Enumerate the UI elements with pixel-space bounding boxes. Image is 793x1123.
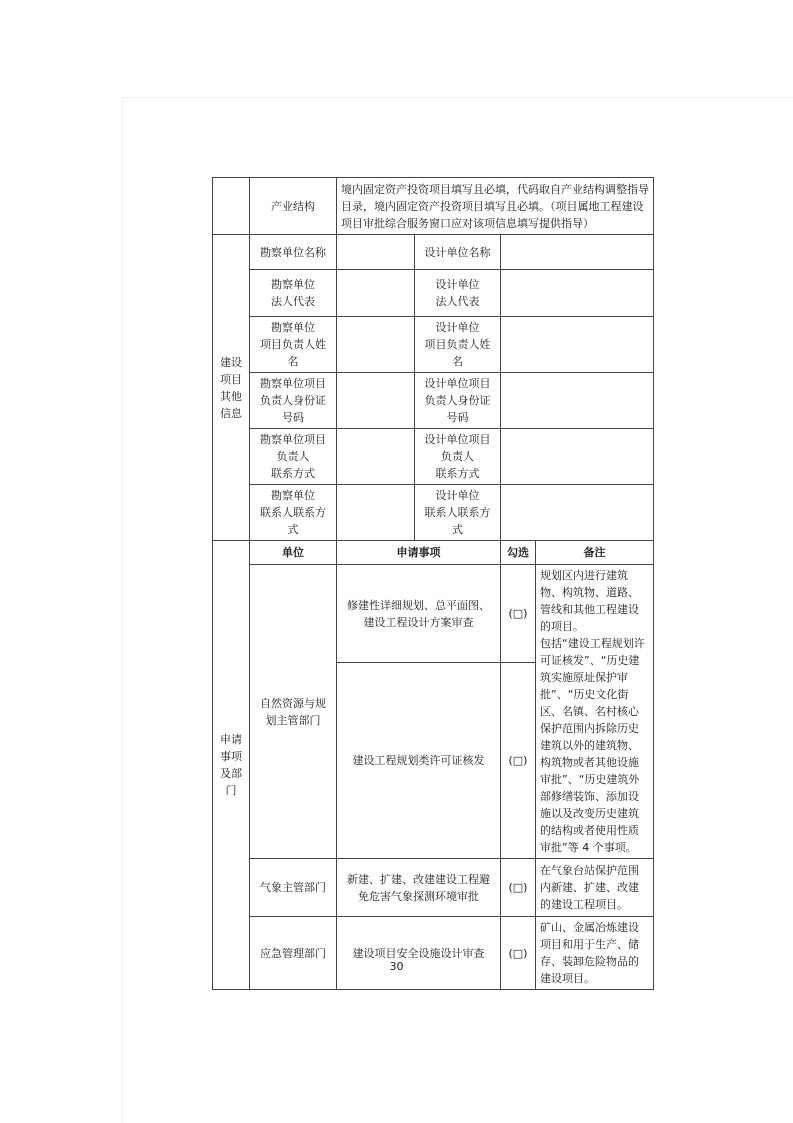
design-label: 设计单位 联系人联系方 式: [415, 485, 501, 541]
check-box[interactable]: (□): [501, 917, 536, 990]
design-label: 设计单位 法人代表: [415, 270, 501, 317]
design-value-cell[interactable]: [501, 485, 654, 541]
survey-value-cell[interactable]: [337, 270, 415, 317]
item-weather: 新建、扩建、改建建设工程避 免危害气象探测环境审批: [337, 859, 501, 917]
design-value-cell[interactable]: [501, 429, 654, 485]
item-detailed-planning: 修建性详细规划、总平面图、 建设工程设计方案审查: [337, 565, 501, 663]
survey-value-cell[interactable]: [337, 429, 415, 485]
project-info-table: [212, 177, 654, 990]
table-row: [213, 373, 654, 429]
header-unit: 单位: [250, 541, 337, 565]
table-row: [213, 859, 654, 917]
note-weather: 在气象台站保护范围内新建、扩建、改建的建设工程项目。: [536, 859, 654, 917]
design-label: 设计单位项目 负责人身份证 号码: [415, 373, 501, 429]
table-row: [213, 917, 654, 990]
design-value-cell[interactable]: [501, 235, 654, 270]
apply-header-row: [213, 541, 654, 565]
header-check: 勾选: [501, 541, 536, 565]
apply-category: 申请 事项 及部 门: [213, 541, 250, 990]
design-label: 设计单位项目 负责人 联系方式: [415, 429, 501, 485]
blank-category-cell: [213, 178, 250, 235]
survey-label: 勘察单位项目 负责人 联系方式: [250, 429, 337, 485]
page-number: 30: [389, 960, 404, 973]
survey-value-cell[interactable]: [337, 485, 415, 541]
table-row: [213, 485, 654, 541]
survey-value-cell[interactable]: [337, 235, 415, 270]
note-natural-resources: 规划区内进行建筑物、构筑物、道路、管线和其他工程建设的项目。 包括“建设工程规划许可证核发”、“历史建筑实施原址保护审批”、“历史文化街区、名镇、名村核心保护范围内拆除历史建筑以外的建筑物、构筑物或者其他设施审批”、“历史建筑外部修缮装饰、添加设施以及改变历史建筑的结构或者使用性质审批”等 4 个事项。: [536, 565, 654, 859]
table-row: [213, 270, 654, 317]
check-box[interactable]: (□): [501, 663, 536, 859]
other-info-category: 建设 项目 其他 信息: [213, 235, 250, 541]
design-value-cell[interactable]: [501, 317, 654, 373]
check-box[interactable]: (□): [501, 565, 536, 663]
design-label: 设计单位 项目负责人姓 名: [415, 317, 501, 373]
header-note: 备注: [536, 541, 654, 565]
header-item: 申请事项: [337, 541, 501, 565]
survey-label: 勘察单位 法人代表: [250, 270, 337, 317]
note-emergency: 矿山、金属冶炼建设项目和用于生产、储存、装卸危险物品的建设项目。: [536, 917, 654, 990]
design-label: 设计单位名称: [415, 235, 501, 270]
survey-label: 勘察单位 联系人联系方 式: [250, 485, 337, 541]
survey-label: 勘察单位名称: [250, 235, 337, 270]
unit-natural-resources: 自然资源与规 划主管部门: [250, 565, 337, 859]
industry-text: 境内固定资产投资项目填写且必填，代码取自产业结构调整指导目录，境内固定资产投资项目填写且必填。（项目属地工程建设项目审批综合服务窗口应对该项信息填写提供指导）: [337, 178, 654, 235]
industry-row: [213, 178, 654, 235]
survey-value-cell[interactable]: [337, 317, 415, 373]
industry-label: 产业结构: [250, 178, 337, 235]
table-row: [213, 317, 654, 373]
table-row: [213, 429, 654, 485]
item-planning-permit: 建设工程规划类许可证核发: [337, 663, 501, 859]
check-box[interactable]: (□): [501, 859, 536, 917]
unit-weather: 气象主管部门: [250, 859, 337, 917]
table-row: [213, 235, 654, 270]
design-value-cell[interactable]: [501, 373, 654, 429]
survey-value-cell[interactable]: [337, 373, 415, 429]
survey-label: 勘察单位 项目负责人姓 名: [250, 317, 337, 373]
table-row: [213, 565, 654, 663]
item-emergency: 建设项目安全设施设计审查: [337, 917, 501, 990]
survey-label: 勘察单位项目 负责人身份证 号码: [250, 373, 337, 429]
unit-emergency: 应急管理部门: [250, 917, 337, 990]
design-value-cell[interactable]: [501, 270, 654, 317]
